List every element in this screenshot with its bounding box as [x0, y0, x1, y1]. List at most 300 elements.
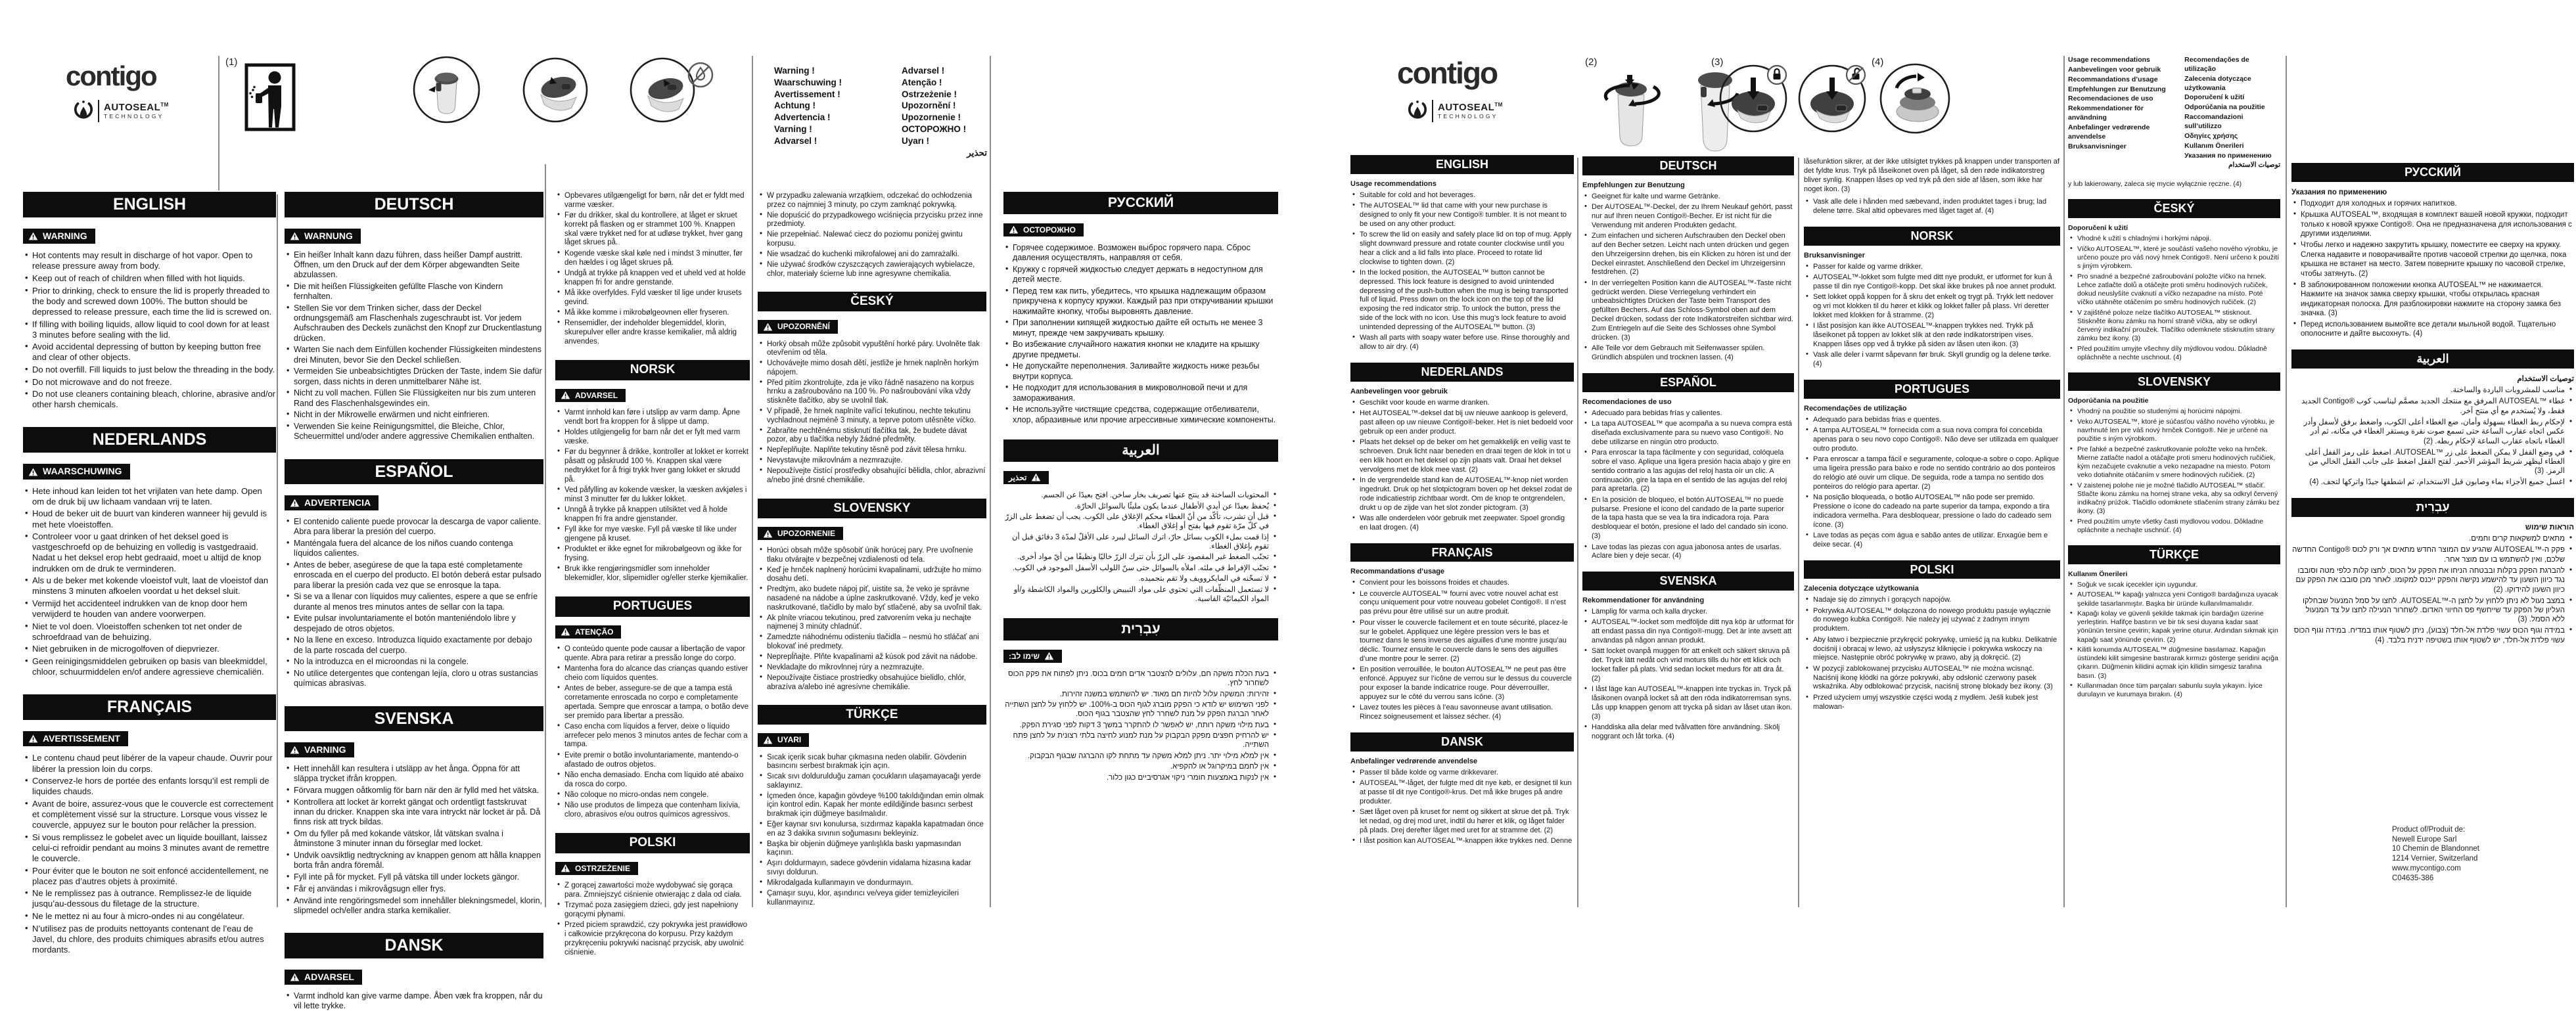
warning-label-text: UPOZORNĚNÍ	[777, 322, 831, 332]
diagram-2-label: (2)	[1585, 56, 1598, 68]
bullet-item: • Må ikke overfyldes. Fyld væsker til lige under krusets gevind.	[564, 289, 750, 307]
bullet-item: • מתאים למשקאות קרים וחמים.	[2291, 534, 2565, 543]
warning-triangle-icon	[1031, 473, 1041, 482]
bullet-item: • I låst posisjon kan ikke AUTOSEAL™-knappen trykkes ned. Trykk på låseikonet på toppen av lokket slik at den røde indikatorstripen vises. Knappen låses opp ved å trykke på siden av låsen uten ikon. (3)	[1813, 322, 2060, 349]
bullet-list	[555, 409, 750, 583]
bullet-item: • Använd inte rengöringsmedel som innehåller blekningsmedel, klorin, slipmedel och/eller andra starka kemikalier.	[294, 896, 543, 916]
warning-word: Advarsel !	[774, 135, 817, 146]
warning-label	[555, 625, 621, 639]
section-title-bar: NEDERLANDS	[23, 427, 276, 453]
bullet-item: • В заблокированном положении кнопка AUTOSEAL™ не нажимается. Нажмите на значок замка сверху крышки, чтобы открылась красная индикаторная полоска. Для разблокировки нажмите на сторону замка без значка. (3)	[2301, 281, 2574, 319]
bullet-list	[1350, 191, 1574, 353]
divider-rule	[2286, 56, 2287, 907]
bullet-item: • اغسل جميع الأجزاء بماء وصابون قبل الاستخدام، ثم اشطفها جيدًا واتركها لتجف. (4)	[2291, 478, 2565, 487]
bullet-item: • Får ej användas i mikrovågsugn eller frys.	[294, 884, 543, 894]
bullet-item: • Convient pour les boissons froides et chaudes.	[1360, 579, 1574, 588]
bullet-item: • Nicht zu voll machen. Füllen Sie Flüssigkeiten nur bis zum unteren Rand des Flaschenhalsgewindes ein.	[294, 388, 543, 409]
heading-list-line: Doporučení k užití	[2184, 93, 2245, 102]
bullet-item: • Kapağı kolay ve güvenli şekilde takmak için bardağın üzerine yerleştirin. Hafifçe bastırın ve bir tık sesi duyana kadar saat yönünün tersine çevirin; kapak yerine oturur. Ardından sıkmak için kapağı saat yönünde çevirin. (2)	[2077, 610, 2280, 644]
bullet-list	[2291, 386, 2574, 487]
bullet-item: • لا تسخّنه في المايكروويف ولا تقم بتجميده.	[1003, 574, 1269, 583]
section-heading: Kullanım Önerileri	[2068, 570, 2128, 578]
bullet-item: • Manténgala fuera del alcance de los niños cuando contenga líquidos calientes.	[294, 539, 543, 559]
divider-rule	[1577, 158, 1578, 907]
continuation-text: låsefunktion sikrer, at der ikke utilsigtet trykkes på knappen under transporten af det fyldte krus. Tryk på låseikonet oven på låget, så den røde indikatorstreg bliver synlig. Knappen låses op ved tryk på den side af låsen, som ikke har noget ikon. (3)	[1804, 158, 2059, 193]
section-title-bar: SLOVENSKY	[758, 499, 986, 518]
bullet-item: • La tapa AUTOSEAL™ que acompaña a su nueva compra está diseñada exclusivamente para su nuevo vaso Contigo®. No debe utilizarse en ningún otro producto.	[1592, 420, 1794, 447]
bullet-item: • Suitable for cold and hot beverages.	[1360, 191, 1574, 200]
bullet-item: • Evite pulsar involuntariamente el botón manteniéndolo libre y despejado de otros objetos.	[294, 614, 543, 634]
slide-thumb-step-icon	[630, 57, 695, 123]
bullet-list	[285, 250, 543, 442]
bullet-item: • Ne le remplissez pas à outrance. Remplissez-le de liquide jusqu’au-dessous du filetage de la structure.	[32, 888, 276, 909]
bullet-item: • Der AUTOSEAL™-Deckel, der zu Ihrem Neukauf gehört, passt nur auf Ihren neuen Contigo®-Becher. Er ist nicht für die Verwendung mit anderen Produkten gedacht.	[1592, 203, 1794, 231]
bullet-item: • Para enroscar la tapa fácilmente y con seguridad, colóquela sobre el vaso. Aplique una ligera presión hacia abajo y gire en sentido contrario a las agujas del reloj hasta oír un clic. A continuación, gire la tapa en el sentido de las agujas del reloj para apretarla. (2)	[1592, 449, 1794, 494]
bullet-item: • Kullanmadan önce tüm parçaları sabunlu suyla yıkayın. İyice durulayın ve kurumaya bırakın. (4)	[2077, 682, 2280, 699]
bullet-item: • Nepoužívejte čistící prostředky obsahující bělidla, chlor, abrazivní a/nebo jiné drsné chemikálie.	[767, 467, 986, 485]
warning-label	[23, 229, 95, 244]
bullet-item: • Перед использованием вымойте все детали мыльной водой. Тщательно ополосните и дайте высохнуть. (4)	[2301, 320, 2574, 339]
bullet-item: • Sıcak içerik sıcak buhar çıkmasına neden olabilir. Gövdenin basıncını serbest bırakmak için açın.	[767, 753, 986, 771]
column-en-nl-fr-da	[1350, 155, 1574, 920]
bullet-item: • Avant de boire, assurez-vous que le couvercle est correctement et complètement vissé sur la structure. Lorsque vous vissez le couvercle, appuyez sur le bouton pour relâcher la pression.	[32, 799, 276, 830]
warning-word: Advertencia !	[774, 112, 831, 123]
section-title-bar: SVENSKA	[1582, 572, 1794, 591]
warning-label	[1003, 471, 1049, 485]
bullet-item: • Passer for kalde og varme drikker.	[1813, 263, 2060, 272]
column-pl-cs-sk-tr	[758, 192, 986, 922]
bullet-item: • Çamaşır suyu, klor, aşındırıcı ve/veya gider temizleyicileri kullanmayınız.	[767, 889, 986, 907]
heading-list-line: Zalecenia dotyczące użytkowania	[2184, 74, 2251, 92]
bullet-list	[1804, 416, 2060, 550]
column-ru-ar-he	[2291, 163, 2574, 820]
warning-word: تحذير	[967, 147, 987, 158]
bullet-item: • אין לנקות באמצעות חומרי ניקוי אגרסיביים כגון כלור.	[1003, 773, 1269, 782]
bullet-item: • Mantenha fora do alcance das crianças quando estiver cheio com líquidos quentes.	[564, 665, 750, 683]
bullet-list	[1804, 596, 2060, 711]
section-heading: Recommandations d’usage	[1350, 568, 1445, 576]
diagram-3-label: (3)	[1711, 56, 1724, 68]
bullet-item: • Vask alle dele i hånden med sæbevand, inden produktet tages i brug; lad delene tørre. Skal altid opbevares med låget taget af. (4)	[1813, 198, 2060, 216]
section-heading: Anbefalinger vedrørende anvendelse	[1350, 757, 1478, 765]
bullet-list	[285, 517, 543, 689]
diagram-4-label: (4)	[1872, 56, 1884, 68]
bullet-list	[285, 764, 543, 916]
bullet-item: • In der verriegelten Position kann die AUTOSEAL™-Taste nicht gedrückt werden. Diese Verriegelung verhindert ein unbeabsichtigtes Drücken der Taste beim Transport des gefüllten Bechers. Auf das Schloss-Symbol oben auf dem Deckel drücken, sodass der rote Indikatorstreifen sichtbar wird. Zum Entriegeln auf die Seite des Schlosses ohne Symbol drücken. (3)	[1592, 279, 1794, 343]
bullet-list	[1003, 243, 1278, 425]
bullet-item: • لإحكام ربط الغطاء بسهولة وأمان، ضع الغطاء أعلى الكوب، واضغط برفق لأسفل وأدر عكس اتجاه عقارب الساعة حتى تسمع صوت نقرة ويستقر الغطاء في مكانه، ثم أدر الغطاء باتجاه عقارب الساعة لإحكام ربطه. (2)	[2291, 418, 2565, 446]
bullet-item: • Niet gebruiken in de microgolfoven of diepvriezer.	[32, 644, 276, 654]
bullet-item: • Pour visser le couvercle facilement et en toute sécurité, placez-le sur le gobelet. Appliquez une légère pression vers le bas et tournez dans le sens inverse des aiguilles d’une montre jusqu’au déclic. Tournez ensuite le couvercle dans le sens des aiguilles d’une montre pour le serrer. (2)	[1360, 619, 1574, 664]
warning-triangle-icon	[561, 627, 570, 636]
bullet-item: • פקק ה-™AUTOSEAL שהגיע עם המוצר החדש מתאים אך ורק לכוס ®Contigo החדשה שלכם, ואין להשתמש בו עם מוצר אחר.	[2291, 545, 2565, 564]
heading-list-line: Οδηγίες χρήσης	[2184, 131, 2238, 140]
bullet-item: • Не используйте чистящие средства, содержащие отбеливатели, хлор, абразивные или прочие агрессивные химические компоненты.	[1013, 405, 1278, 425]
section-title-bar: ESPAÑOL	[285, 459, 543, 485]
bullet-list	[1350, 769, 1574, 846]
bullet-list	[1804, 263, 2060, 369]
bullet-list	[1582, 608, 1794, 742]
bullet-item: • Na posição bloqueada, o botão AUTOSEAL™ não pode ser premido. Pressione o ícone do cadeado na parte superior da tampa, expondo a tira indicadora vermelha. Para desbloquear, pressione o lado do cadeado sem ícone. (3)	[1813, 493, 2060, 529]
bullet-item: • V zaistenej polohe nie je možné tlačidlo AUTOSEAL™ stlačiť. Stlačte ikonu zámku na hornej strane veka, aby sa odkryl červený indikačný prúžok. Tlačidlo odomknete stlačením strany zámku bez ikony. (3)	[2077, 482, 2280, 516]
bullet-item: • Před použitím umyjte všechny díly mýdlovou vodou. Důkladně opláchněte a nechte uschnout. (4)	[2077, 345, 2280, 362]
bullet-item: • Nepřeplňujte. Naplňte tekutiny těsně pod závit tělesa hrnku.	[767, 446, 986, 455]
warning-label-text: שימו לב:	[1009, 651, 1040, 661]
bullet-item: • Før du begynner å drikke, kontroller at lokket er korrekt påsatt og påskrudd 100 %. Knappen skal være nedtrykket for å frigi trykk hver gang lokket er skrudd på.	[564, 448, 750, 484]
section-title-bar: РУССКИЙ	[2291, 163, 2574, 182]
warning-label-text: OSTRZEŻENIE	[575, 863, 631, 873]
heading-list-line: Kullanım Önerileri	[2184, 141, 2244, 150]
bullet-item: • O conteúdo quente pode causar a libertação de vapor quente. Abra para retirar a pressão longe do corpo.	[564, 645, 750, 663]
section-title-bar: NORSK	[555, 360, 750, 380]
bullet-item: • Unngå å trykke på knappen utilsiktet ved å holde knappen fri fra andre gjenstander.	[564, 506, 750, 524]
bullet-item: • בעת מילוי משקה רותח, יש לאפשר לו להתקרר במשך 3 דקות לפני סגירת הפקק.	[1003, 721, 1269, 730]
column-en-nl-fr	[23, 192, 276, 955]
bullet-item: • אין לחמם במיקרוגל או להקפיא.	[1003, 762, 1269, 771]
section-heading: Zalecenia dotyczące użytkowania	[1804, 585, 1919, 593]
bullet-item: • يُحفظ بعيدًا عن أيدي الأطفال عندما يكون مليئًا بالسوائل الحارّة.	[1003, 502, 1269, 511]
bullet-item: • Крышка AUTOSEAL™, входящая в комплект вашей новой кружки, подходит только к новой кружке Contigo®. Она не предназначена для использования с другими изделиями.	[2301, 210, 2574, 238]
warning-triangle-icon	[28, 734, 38, 743]
continuation-text: y lub lakierowany, zaleca się mycie wyłącznie ręczne. (4)	[2068, 180, 2242, 189]
column-ru-ar-he	[1003, 192, 1278, 921]
bullet-item: • إذا قمت بملء الكوب بسائل حارّ، اترك السائل ليبرد على الأقلّ لمدّة 3 دقائق قبل أن تقوم بإغلاق الغطاء.	[1003, 533, 1269, 551]
warning-word: ОСТОРОЖНО !	[902, 124, 967, 135]
bullet-item: • Bruk ikke rengjøringsmidler som inneholder blekemidler, klor, slipemidler og/eller sterke kjemikalier.	[564, 565, 750, 583]
bullet-list	[1003, 669, 1278, 782]
bullet-item: • Keď je hrnček naplnený horúcimi kvapalinami, udržujte ho mimo dosahu detí.	[767, 566, 986, 584]
bullet-list	[2291, 199, 2574, 339]
divider-rule	[990, 56, 991, 907]
bullet-item: • Adecuado para bebidas frías y calientes.	[1592, 409, 1794, 418]
warning-triangle-icon	[561, 391, 570, 399]
bullet-item: • אין למלא מילוי יתר. ניתן למלא משקה עד מתחת לקו ההברגה שבגוף הבקבוק.	[1003, 752, 1269, 761]
warning-triangle-icon	[561, 864, 570, 872]
warning-label-text: ADVARSEL	[304, 971, 354, 982]
section-title-bar: POLSKI	[555, 833, 750, 853]
bullet-item: • Fyll inte på för mycket. Fyll på vätska till under lockets gängor.	[294, 872, 543, 882]
warning-triangle-icon	[763, 323, 773, 331]
section-title-bar: العربية	[1003, 439, 1278, 462]
bullet-item: • Ak plníte vriacou tekutinou, pred zatvorením veka ju nechajte najmenej 3 minúty chladnúť.	[767, 614, 986, 632]
bullet-item: • Vermijd het accidenteel indrukken van de knop door hem verwijderd te houden van andere voorwerpen.	[32, 598, 276, 619]
heading-list-line: Empfehlungen zur Benutzung	[2068, 85, 2166, 93]
no-hot-liquid-icon	[687, 62, 714, 88]
column-de-es-sv-da	[285, 192, 543, 1011]
bullet-item: • Avoid accidental depressing of button by keeping button free and clear of other objects.	[32, 342, 276, 363]
column-de-es-sv	[1582, 156, 1794, 918]
bullet-list	[2068, 581, 2280, 700]
section-title-bar: SLOVENSKY	[2068, 372, 2280, 392]
bullet-list	[555, 192, 750, 347]
section-title-bar: עִבְרִית	[1003, 618, 1278, 640]
bullet-item: • Lave todas las piezas con agua jabonosa antes de usarlas. Aclare bien y deje secar. (4)	[1592, 543, 1794, 562]
bullet-item: • Aby łatwo i bezpiecznie przykręcić pokrywkę, umieść ją na kubku. Delikatnie dociśnij i obracaj w lewo, aż usłyszysz kliknięcie i pokrywka wskoczy na miejsce. Następnie obróć pokrywkę w prawo, aby ją dokręcić. (2)	[1813, 636, 2060, 663]
bullet-item: • При заполнении кипящей жидкостью дайте ей остыть не менее 3 минут, прежде чем закручивать крышку.	[1013, 318, 1278, 338]
section-heading: Usage recommendations	[1350, 179, 1437, 188]
bullet-item: • Fyll ikke for mye væske. Fyll på væske til like under gjengene på kruset.	[564, 526, 750, 544]
warning-triangle-icon	[290, 973, 300, 981]
bullet-item: • Nie wsadzać do kuchenki mikrofalowej ani do zamrażalki.	[767, 250, 986, 259]
bullet-item: • Hete inhoud kan leiden tot het vrijlaten van hete damp. Open om de druk bij uw lichaam vandaan vrij te laten.	[32, 486, 276, 507]
bullet-list	[1003, 491, 1278, 604]
bullet-item: • Lave todas as peças com água e sabão antes de utilizar. Enxagúe bem e deixe secar. (4)	[1813, 531, 2060, 550]
bullet-item: • Pred použitím umyte všetky časti mydlovou vodou. Dôkladne opláchnite a nechajte uschnúť. (4)	[2077, 518, 2280, 535]
bullet-list	[758, 753, 986, 908]
bullet-item: • Was alle onderdelen vóór gebruik met zeepwater. Spoel grondig en laat drogen. (4)	[1360, 514, 1574, 533]
warning-label	[1003, 223, 1084, 237]
bullet-item: • Geschikt voor koude en warme dranken.	[1360, 399, 1574, 408]
warning-triangle-icon	[1009, 225, 1019, 234]
bullet-item: • Pre ľahké a bezpečné zaskrutkovanie položte veko na hrnček. Mierne zatlačte nadol a otáčajte proti smeru hodinových ručičiek, kým nezačujete cvaknutie a veko nezapadne na miesto. Potom veko dotiahnite otáčaním v smere hodinových ručičiek. (2)	[2077, 445, 2280, 480]
bullet-item: • Opbevares utilgængeligt for børn, når det er fyldt med varme væsker.	[564, 192, 750, 210]
product-info	[2392, 825, 2479, 883]
bullet-item: • W pozycji zablokowanej przycisku AUTOSEAL™ nie można wcisnąć. Naciśnij ikonę kłódki na górze pokrywki, aby odsłonić czerwony pasek wskaźnika. Aby odblokować przycisk, naciśnij stronę blokady bez ikony. (3)	[1813, 665, 2060, 692]
bullet-item: • Do not use cleaners containing bleach, chlorine, abrasive and/or other harsh chemicals.	[32, 389, 276, 410]
bullet-item: • Vask alle deler i varmt såpevann før bruk. Skyll grundig og la delene tørke. (4)	[1813, 351, 2060, 369]
bullet-item: • Не допускайте переполнения. Заливайте жидкость ниже резьбы внутри корпуса.	[1013, 361, 1278, 382]
bullet-item: • Vhodný na použitie so studenými aj horúcimi nápojmi.	[2077, 407, 2280, 416]
bullet-item: • Nicht in der Mikrowelle erwärmen und nicht einfrieren.	[294, 410, 543, 420]
section-title-bar: РУССКИЙ	[1003, 192, 1278, 214]
bullet-item: • Kilitli konumda AUTOSEAL™ düğmesine basılamaz. Kapağın üstündeki kilit simgesine bastırarak kırmızı gösterge şeridini açığa çıkarın. Düğmenin kilidini açmak için kilidin simgesiz tarafına basın. (3)	[2077, 646, 2280, 681]
warning-label	[23, 464, 130, 479]
bullet-item: • Stellen Sie vor dem Trinken sicher, dass der Deckel ordnungsgemäß am Flaschenhals zugeschraubt ist. Vor jedem Aufschrauben des Deckels zunächst den Knopf zur Druckentlastung drücken.	[294, 303, 543, 344]
lid-cleaning-diagram	[1878, 62, 1952, 135]
bullet-item: • Niet te vol doen. Vloeistoffen schenken tot net onder de schroefdraad van de behuizing.	[32, 621, 276, 642]
bullet-item: • Må ikke komme i mikrobølgeovnen eller fryseren.	[564, 309, 750, 318]
bullet-list	[1804, 198, 2060, 216]
bullet-item: • Undgå at trykke på knappen ved et uheld ved at holde knappen fri for andre genstande.	[564, 269, 750, 288]
bullet-item: • Перед тем как пить, убедитесь, что крышка надлежащим образом прикручена к корпусу кружки. Каждый раз при откручивании крышки нажимайте кнопку, чтобы выровнять давление.	[1013, 286, 1278, 317]
warning-label	[555, 862, 638, 875]
warning-label-text: VARNING	[304, 744, 346, 755]
bullet-item: • Als u de beker met kokende vloeistof vult, laat de vloeistof dan minstens 3 minuten afkoelen voordat u het deksel sluit.	[32, 575, 276, 596]
bullet-list	[2291, 534, 2574, 645]
bullet-item: • Antes de beber, assegure-se de que a tampa está corretamente enroscada no corpo e completamente apertada. Sempre que enroscar a tampa, o botão deve ser premido para libertar a pressão.	[564, 685, 750, 721]
bullet-item: • Sett lokket oppå koppen for å skru det enkelt og trygt på. Trykk lett nedover og vri mot klokken til du hører et klikk og lokket faller på plass. Vri deretter lokket med klokken for å stramme. (2)	[1813, 293, 2060, 321]
bullet-item: • El contenido caliente puede provocar la descarga de vapor caliente. Abra para liberar la presión del cuerpo.	[294, 517, 543, 537]
bullet-item: • Przed użyciem umyj wszystkie części wodą z mydłem. Jeśli kubek jest malowan-	[1813, 694, 2060, 712]
section-heading: Recomendaciones de uso	[1582, 397, 1672, 406]
bullet-item: • مناسب للمشروبات الباردة والساخنة.	[2291, 386, 2565, 395]
bullet-item: • تجنّب الإفراط في ملئه. املأه بالسوائل حتى سنّ اللولب الأسفل الموجود في الكوب.	[1003, 564, 1269, 573]
section-title-bar: PORTUGUES	[1804, 380, 2060, 399]
warning-word: Uyarı !	[902, 135, 930, 146]
bullet-item: • Houd de beker uit de buurt van kinderen wanneer hij gevuld is met hete vloeistoffen.	[32, 508, 276, 529]
bullet-item: • Lavez toutes les pièces à l’eau savonneuse avant utilisation. Rincez soigneusement et laissez sécher. (4)	[1360, 704, 1574, 722]
warning-label-text: ADVARSEL	[575, 390, 618, 400]
bullet-item: • Si vous remplissez le gobelet avec un liquide bouillant, laissez celui-ci refroidir pendant au moins 3 minutes avant de remettre le couvercle.	[32, 832, 276, 864]
heading-list-line: Anbefalinger vedrørende anvendelse	[2068, 124, 2150, 141]
bullet-item: • Чтобы легко и надежно закрутить крышку, поместите ее сверху на кружку. Слегка надавите и поворачивайте против часовой стрелки до щелчка, пока крышка не встанет на место. Затем поверните крышку по часовой стрелке, чтобы затянуть. (2)	[2301, 240, 2574, 279]
bullet-item: • Varmt indhold kan give varme dampe. Åben væk fra kroppen, når du vil lette trykke.	[294, 991, 543, 1011]
bullet-item: • V případě, že hrnek naplníte vařící tekutinou, nechte tekutinu vychladnout nejméně 3 minuty, a teprve potom utěsněte víčko.	[767, 407, 986, 425]
bullet-item: • Lämplig för varma och kalla drycker.	[1592, 608, 1794, 617]
bullet-item: • Подходит для холодных и горячих напитков.	[2301, 199, 2574, 208]
heading-list-line: توصيات الاستخدام	[2228, 161, 2280, 169]
bullet-item: • Sıcak sıvı doldurulduğu zaman çocukların ulaşamayacağı yerde saklayınız.	[767, 773, 986, 790]
warning-label-text: AVERTISSEMENT	[43, 733, 120, 744]
bullet-item: • Pro snadné a bezpečné zašroubování položte víčko na hrnek. Lehce zatlačte dolů a otáčejte proti směru hodinových ručiček, dokud neuslyšíte cvaknutí a víčko nezapadne na místo. Poté víčko utáhněte otáčením po směru hodinových ručiček. (2)	[2077, 273, 2280, 307]
bullet-list	[758, 340, 986, 485]
autoseal-divider	[98, 100, 99, 122]
product-info-line: 10 Chemin de Blandonnet	[2392, 845, 2479, 853]
bullet-item: • יש להרחיק חפצים מפקק הבקבוק על מנת למנוע לחיצה בלתי רצונית על לחצן פתח השתייה.	[1003, 731, 1269, 750]
bullet-item: • Veko AUTOSEAL™, ktoré je súčasťou vášho nového výrobku, je navrhnuté len pre váš nový hrnček Contigo®. Nie je určené na použitie s iným výrobkom.	[2077, 418, 2280, 443]
diagram-1-label: (1)	[225, 56, 238, 68]
product-info-line: www.mycontigo.com	[2392, 864, 2461, 872]
section-title-bar: DANSK	[1350, 732, 1574, 752]
bullet-item: • Pour éviter que le bouton ne soit enfoncé accidentellement, ne placez pas d’autres objets à proximité.	[32, 866, 276, 887]
bullet-item: • Ne le mettez ni au four à micro-ondes ni au congélateur.	[32, 911, 276, 922]
warning-word: Ostrzeżenie !	[902, 89, 957, 99]
bullet-item: • Nevkladajte do mikrovlnnej rúry a nezmrazujte.	[767, 663, 986, 673]
bullet-item: • AUTOSEAL™-locket som medföljde ditt nya köp är utformat för att endast passa din nya Contigo®-mugg. Det är inte avsett att användas på någon annan produkt.	[1592, 618, 1794, 646]
press-button-step-icon	[413, 56, 480, 124]
bullet-list	[23, 486, 276, 677]
screw-lid-diagram	[1593, 63, 1667, 155]
warning-word: Achtung !	[774, 101, 816, 111]
bullet-list	[758, 192, 986, 279]
warning-label	[23, 731, 128, 746]
bullet-item: • If filling with boiling liquids, allow liquid to cool down for at least 3 minutes before sealing with the lid.	[32, 319, 276, 340]
warning-label-text: UYARI	[777, 735, 802, 745]
bullet-item: • Handdiska alla delar med tvålvatten före användning. Skölj noggrant och låt torka. (4)	[1592, 723, 1794, 742]
contigo-logo: contigo	[66, 60, 156, 91]
bullet-item: • Sæt låget oven på kruset for nemt og sikkert at skrue det på. Tryk let nedad, og drej mod uret, indtil du hører et klik, og låget falder på plads. Drej derefter låget med uret for at stramme det. (2)	[1360, 808, 1574, 836]
bullet-item: • Neprepĺňajte. Plňte kvapalinami až kúsok pod závit na nádobe.	[767, 653, 986, 662]
autoseal-wordmark: AUTOSEAL™ TECHNOLOGY	[1438, 102, 1503, 120]
section-heading: Указания по применению	[2291, 188, 2387, 196]
bullet-item: • In de vergrendelde stand kan de AUTOSEAL™-knop niet worden ingedrukt. Druk op het slotpictogram boven op het deksel zodat de rode indicatiestrip zichtbaar wordt. Om de knop te ontgrendelen, drukt u op de zijde van het slot zonder pictogram. (3)	[1360, 476, 1574, 512]
autoseal-droplet-icon	[74, 100, 93, 122]
bullet-item: • İçmeden önce, kapağın gövdeye %100 takıldığından emin olmak için kontrol edin. Kapak her monte edildiğinde basıncı serbest bırakmak için düğmeye basılmalıdır.	[767, 792, 986, 819]
bullet-item: • Evite premir o botão involuntariamente, mantendo-o afastado de outros objetos.	[564, 752, 750, 770]
press-lid-top-step-icon	[522, 57, 588, 123]
bullet-item: • Alle Teile vor dem Gebrauch mit Seifenwasser spülen. Gründlich abspülen und trocknen lassen. (4)	[1592, 344, 1794, 363]
bullet-item: • Não encha demasiado. Encha com líquido até abaixo da rosca do corpo.	[564, 771, 750, 790]
bullet-item: • Die mit heißen Flüssigkeiten gefüllte Flasche von Kindern fernhalten.	[294, 282, 543, 302]
bullet-item: • Produktet er ikke egnet for mikrobølgeovn og ikke for frysing.	[564, 545, 750, 564]
bullet-item: • AUTOSEAL™-lokket som fulgte med ditt nye produkt, er utformet for kun å passe til din nye Contigo®-kopp. Det skal ikke brukes på noe annet produkt.	[1813, 273, 2060, 292]
bullet-item: • Vhodné k užití s chladnými i horkými nápoji.	[2077, 235, 2280, 243]
warning-label-text: ОСТОРОЖНО	[1023, 225, 1076, 235]
warning-label-text: WAARSCHUWING	[43, 466, 122, 477]
bullet-item: • Le couvercle AUTOSEAL™ fourni avec votre nouvel achat est conçu uniquement pour votre nouveau gobelet Contigo®. Il n’est pas prévu pour être utilisé sur un autre produit.	[1360, 590, 1574, 618]
bullet-list	[23, 753, 276, 955]
heading-list-line: Recomendações de utilização	[2184, 56, 2249, 73]
bullet-item: • Aşırı doldurmayın, sadece gövdenin vidalama hizasına kadar sıvıyı doldurun.	[767, 859, 986, 877]
divider-rule	[1798, 158, 1799, 907]
warning-word: Warning !	[774, 66, 815, 76]
section-title-bar: DANSK	[285, 933, 543, 958]
bullet-item: • A tampa AUTOSEAL™ fornecida com a sua nova compra foi concebida apenas para o seu novo copo Contigo®. Não deve ser utilizada em qualquer outro produto.	[1813, 426, 2060, 454]
bullet-item: • Kogende væske skal køle ned i mindst 3 minutter, før den hældes i og låget skrues på.	[564, 250, 750, 268]
section-heading: Bruksanvisninger	[1804, 251, 1865, 259]
warning-label-text: WARNUNG	[304, 230, 353, 241]
bullet-item: • Para enroscar a tampa fácil e seguramente, coloque-a sobre o copo. Aplique uma ligeira pressão para baixo e rode no sentido contrário ao dos ponteiros do relógio até ouvir um clique. De seguida, rode a tampa no sentido dos ponteiros do relógio para apertar. (2)	[1813, 455, 2060, 491]
bullet-item: • Rensemidler, der indeholder blegemiddel, klorin, skurepulver eller andre krasse kemikalier, må aldrig anvendes.	[564, 319, 750, 346]
section-title-bar: FRANÇAIS	[1350, 543, 1574, 562]
bullet-item: • V zajištěné poloze nelze tlačítko AUTOSEAL™ stisknout. Stiskněte ikonu zámku na horní straně víčka, aby se odkryl červený indikační proužek. Tlačítko odemknete stisknutím strany zámku bez ikony. (3)	[2077, 309, 2280, 344]
section-title-bar: PORTUGUES	[555, 596, 750, 617]
section-heading: Rekommendationer för användning	[1582, 596, 1705, 604]
heading-list-line: Recommandations d’usage	[2068, 75, 2158, 83]
column-da-no-pt-pl	[1804, 158, 2060, 920]
bullet-item: • N’utilisez pas de produits nettoyants contenant de l’eau de Javel, du chlore, des produits chimiques abrasifs et/ou autres mordants.	[32, 924, 276, 955]
bullet-item: • Før du drikker, skal du kontrollere, at låget er skruet korrekt på flasken og er strammet 100 %. Knappen skal være trykket ned for at udløse trykket, hver gang låget skrues på.	[564, 212, 750, 248]
bullet-item: • Predtým, ako budete nápoj piť, uistite sa, že veko je správne nasadené na nádobe a úplne zaskrutkované. Vždy, keď je veko naskrutkované, tlačidlo by malo byť stlačené, aby sa uvoľnil tlak.	[767, 585, 986, 612]
bullet-item: • Het AUTOSEAL™-deksel dat bij uw nieuwe aankoop is geleverd, past alleen op uw nieuwe Contigo®-beker. Het is niet bedoeld voor gebruik op een ander product.	[1360, 409, 1574, 437]
bullet-item: • Undvik oavsiktlig nedtryckning av knappen genom att hålla knappen borta från andra föremål.	[294, 851, 543, 871]
bullet-item: • Nie używać środków czyszczących zawierających wybielacze, chlor, materiały ścierne lub inne agresywne chemikalia.	[767, 261, 986, 279]
bullet-item: • Verwenden Sie keine Reinigungsmittel, die Bleiche, Chlor, Scheuermittel und/oder andere aggressive Chemikalien enthalten.	[294, 422, 543, 442]
bullet-item: • Le contenu chaud peut libérer de la vapeur chaude. Ouvrir pour libérer la pression loin du corps.	[32, 753, 276, 774]
bullet-item: • Horúci obsah môže spôsobiť únik horúcej pary. Pre uvoľnenie tlaku otvárajte v bezpečnej vzdialenosti od tela.	[767, 547, 986, 564]
bullet-item: • I låst läge kan AUTOSEAL™-knappen inte tryckas in. Tryck på låsikonen ovanpå locket så att den röda indikatorremsan syns. Lås upp knappen genom att trycka på sidan av låset utan ikon. (3)	[1592, 685, 1794, 721]
warning-label	[758, 733, 809, 746]
heading-list-line: Rekommendationer för användning	[2068, 104, 2144, 122]
bullet-item: • Trzymać poza zasięgiem dzieci, gdy jest napełniony gorącymi płynami.	[564, 901, 750, 920]
bullet-item: • Başka bir objenin düğmeye yanlışlıkla baskı yapmasından kaçının.	[767, 840, 986, 858]
warning-triangle-icon	[28, 232, 38, 240]
bullet-item: • Zamedzte náhodnému odisteniu tlačidla – nesmú ho stláčať ani blokovať iné predmety.	[767, 633, 986, 651]
bullet-item: • Před pitím zkontrolujte, zda je víko řádně nasazeno na korpus hrnku a zašroubováno na 100 %. Po našroubování víka vždy stiskněte tlačítko, aby se uvolnil tlak.	[767, 379, 986, 406]
bullet-item: • במצב נעול לא ניתן ללחוץ על לחצן ה-™AUTOSEAL. לחצו על סמל המנעול שבחלקו העליון של הפקק עד שייחשף פס החיווי האדום. לשחרור הנעילה לחצו על צד המנעול ללא הסמל. (3)	[2291, 596, 2565, 625]
section-title-bar: NEDERLANDS	[1350, 363, 1574, 382]
bullet-item: • Ved påfylling av kokende væsker, la væsken avkjøles i minst 3 minutter før du lukker lokket.	[564, 486, 750, 505]
heading-list-line: Odporúčania na použitie	[2184, 103, 2265, 112]
bullet-item: • Кружку с горячей жидкостью следует держать в недоступном для детей месте.	[1013, 265, 1278, 285]
autoseal-divider	[1432, 100, 1433, 122]
bullet-item: • Zum einfachen und sicheren Aufschrauben den Deckel oben auf den Becher setzen. Leicht nach unten drücken und gegen den Uhrzeigersinn drehen, bis ein Klicken zu hören ist und der Deckel einrastet. Anschließend den Deckel im Uhrzeigersinn festdrehen. (2)	[1592, 232, 1794, 277]
bullet-item: • במידה וגוף הכוס עשוי פלדת אל-חלד (צבוע), ניתן לשטוף אותו במדיח. במידה וגוף הכוס עשוי פלדת אל-חלד, יש לשטוף אותו בשטיפה ידנית בלבד. (4)	[2291, 626, 2565, 645]
bullet-item: • Varmt innhold kan føre i utslipp av varm damp. Åpne vendt bort fra kroppen for å slippe ut damp.	[564, 409, 750, 427]
bullet-item: • En la posición de bloqueo, el botón AUTOSEAL™ no puede pulsarse. Presione el icono del candado de la parte superior de la tapa hasta que se vea la tira indicadora roja. Para desbloquear el botón, presione el lado del candado sin icono. (3)	[1592, 496, 1794, 541]
bullet-item: • Não use produtos de limpeza que contenham lixívia, cloro, abrasivos e/ou outros químicos agressivos.	[564, 801, 750, 820]
bullet-item: • Z gorącej zawartości może wydobywać się gorąca para. Zmniejszyć ciśnienie otwierając z dala od ciała.	[564, 882, 750, 900]
section-heading: Empfehlungen zur Benutzung	[1582, 181, 1685, 189]
bullet-item: • I låst position kan AUTOSEAL™-knappen ikke trykkes ned. Denne	[1360, 837, 1574, 846]
divider-rule	[218, 56, 219, 191]
bullet-list	[758, 547, 986, 692]
bullet-list	[2068, 407, 2280, 535]
bullet-item: • Si se va a llenar con líquidos muy calientes, espere a que se enfríe durante al menos tres minutos antes de sellar con la tapa.	[294, 592, 543, 612]
bullet-item: • Горячее содержимое. Возможен выброс горячего пара. Сброс давления осуществлять, направляя от себя.	[1013, 243, 1278, 263]
bullet-item: • Warten Sie nach dem Einfüllen kochender Flüssigkeiten mindestens drei Minuten, bevor Sie den Deckel schließen.	[294, 345, 543, 365]
warning-label-text: ATENÇÃO	[575, 627, 614, 637]
bullet-item: • في وضع القفل لا يمكن الضغط على زر ™AUTOSEAL. اضغط على رمز القفل أعلى الغطاء ليظهر شريط المؤشر الأحمر. لفتح القفل اضغط على جانب القفل الخالي من الرمز. (3)	[2291, 448, 2565, 476]
product-info-line: Newell Europe Sarl	[2392, 835, 2457, 843]
bullet-item: • Geen reinigingsmiddelen gebruiken op basis van bleekmiddel, chloor, schuurmiddelen en/of andere agressieve chemicaliën.	[32, 656, 276, 677]
bullet-item: • לפני השימוש יש לודא כי הפקק מוברג לגוף הכוס ב-100%. יש ללחוץ על לחצן השתייה לאחר הברגת הפקק על מנת לשחרר לחץ שהצטבר בגוף הכוס.	[1003, 700, 1269, 719]
warning-label-text: WARNING	[43, 231, 87, 241]
product-info-line: Product of/Produit de:	[2392, 826, 2466, 834]
section-title-bar: FRANÇAIS	[23, 694, 276, 720]
bullet-item: • Eğer kaynar sıvı konulursa, sızdırmaz kapakla kapatmadan önce en az 3 dakika sıvının soğumasını bekleyiniz.	[767, 820, 986, 838]
lock-button-diagram	[1718, 63, 1789, 134]
bullet-item: • Antes de beber, asegúrese de que la tapa esté completamente enroscada en el cuerpo del producto. El botón deberá estar pulsado para liberar la presión cada vez que se enrosque la tapa.	[294, 560, 543, 591]
bullet-item: • Conservez-le hors de portée des enfants lorsqu’il est rempli de liquides chauds.	[32, 776, 276, 797]
bullet-item: • Keep out of reach of children when filled with hot liquids.	[32, 273, 276, 284]
section-title-bar: ENGLISH	[1350, 155, 1574, 174]
bullet-item: • Víčko AUTOSEAL™, které je součástí vašeho nového výrobku, je určeno pouze pro váš nový hrnek Contigo®. Není určeno k použití s jiným výrobkem.	[2077, 245, 2280, 271]
warning-word: Atenção !	[902, 77, 942, 87]
bullet-item: • Ein heißer Inhalt kann dazu führen, dass heißer Dampf austritt. Öffnen, um den Druck auf der dem Körper abgewandten Seite abzulassen.	[294, 250, 543, 281]
heading-list-b	[2184, 56, 2280, 171]
bullet-list	[555, 645, 750, 820]
